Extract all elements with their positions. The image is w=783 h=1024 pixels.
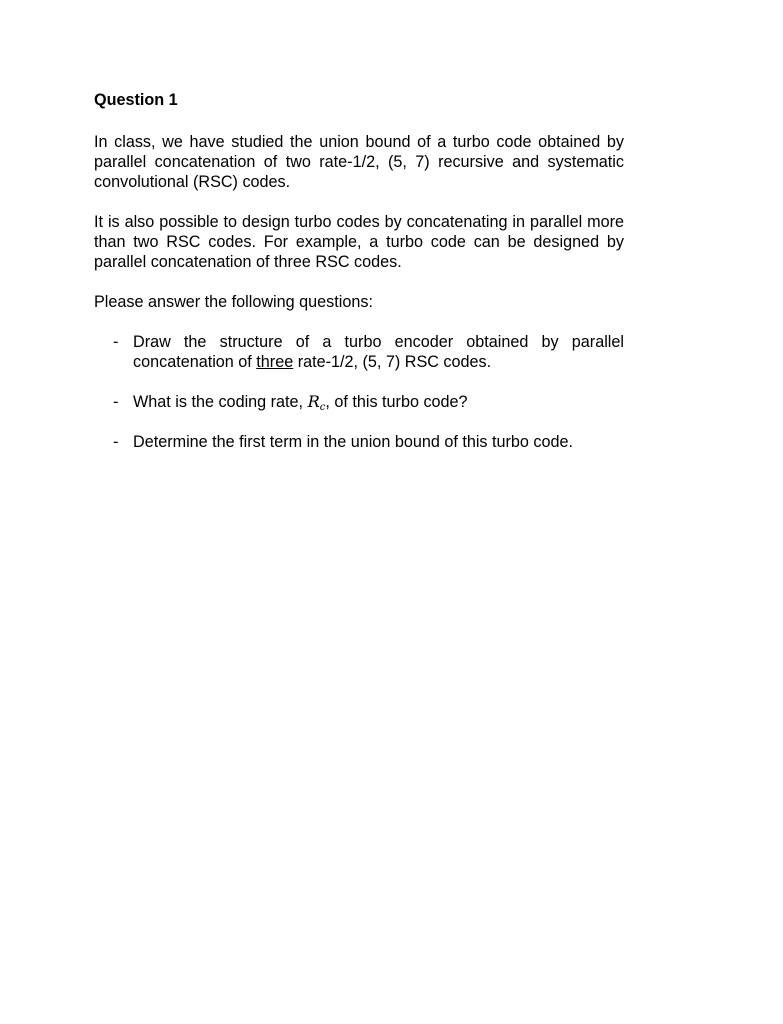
list-item [94,392,624,412]
list-item [94,432,624,452]
bullet-dash: - [113,393,119,411]
paragraph-multiple-rsc: It is also possible to design turbo codes by concatenating in parallel more than two RSC codes. For example, a turbo code can be designed by parallel concatenation of three RSC codes. [94,213,624,271]
item-text: Determine the first term in the union bound of this turbo code. [133,433,574,451]
math-base: R [307,392,320,411]
question-content [94,88,624,472]
item-text-after: rate-1/2, (5, 7) RSC codes. [293,353,492,371]
item-text-before: Draw the structure of a turbo encoder obtained by parallel concatenation of [133,333,624,371]
item-text-after: , of this turbo code? [325,393,468,411]
math-subscript: c [319,402,326,413]
list-item [94,332,624,372]
paragraph-intro: In class, we have studied the union bound of a turbo code obtained by parallel concatenation of two rate-1/2, (5, 7) recursive and systematic convolutional (RSC) codes. [94,133,624,191]
bullet-dash: - [113,333,119,351]
math-symbol-rc [308,392,326,411]
question-list [94,332,624,452]
item-text-before: What is the coding rate, [133,393,308,411]
emphasis-underlined: three [256,353,294,371]
bullet-dash: - [113,433,119,451]
question-title: Question 1 [94,91,178,109]
paragraph-instructions: Please answer the following questions: [94,293,373,311]
